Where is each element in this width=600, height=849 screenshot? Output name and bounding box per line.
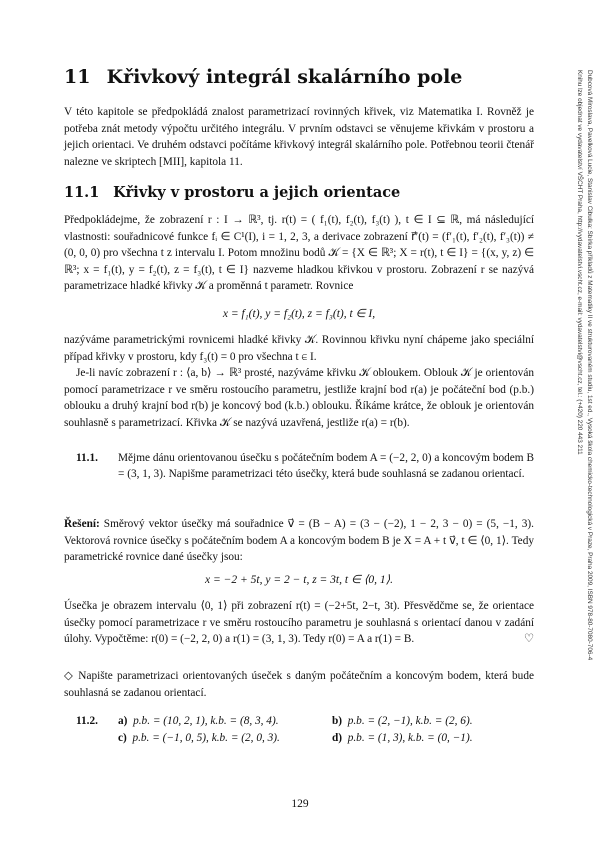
section-title: Křivky v prostoru a jejich orientace: [113, 184, 401, 201]
page-number: 129: [291, 798, 309, 810]
end-of-solution-heart-icon: ♡: [523, 633, 534, 645]
intro-paragraph: V této kapitole se předpokládá znalost parametrizací rovinných křivek, viz Matematika I. Rovněž je potřeba znát metody výpočtu určitého integrálu. V prvním odstavci se věnujeme křivkám v prostoru a jejich orientaci. Ve druhém odstavci počítáme křivkový integrál skalárního pole. Potřebnou teorii čtenář nalezne ve skriptech [MII], kapitola 11.: [64, 106, 534, 168]
exercise-label: 11.2.: [76, 715, 98, 727]
exercise-row: [64, 732, 534, 749]
item-letter: d): [332, 732, 343, 744]
exercise-item-c: [118, 732, 280, 744]
task-text: Napište parametrizaci orientovaných úseček s daným počátečním a koncovým bodem, která bude souhlasná se zadanou orientací.: [64, 670, 534, 699]
solution-text: Směrový vektor úsečky má souřadnice v⃗ = (B − A) = (3 − (−2), 1 − 2, 3 − 0) = (5, −1, 3). Vektorová rovnice úsečky s počátečním bodem A a koncovým bodem B je X = A + t v⃗, t ∈ ⟨0, 1⟩. Tedy parametrické rovnice dané úsečky jsou:: [64, 518, 534, 563]
solution-label: Řešení:: [64, 518, 100, 530]
example-11-2: [64, 715, 534, 749]
item-letter: a): [118, 715, 128, 727]
chapter-heading: [64, 66, 534, 88]
definition-paragraph: Předpokládejme, že zobrazení r : I → ℝ³, tj. r(t) = ( f₁(t), f₂(t), f₃(t) ), t ∈ I ⊆ ℝ, má následující vlastnosti: souřadnicové funkce fᵢ ∈ C¹(I), i = 1, 2, 3, a derivace zobrazení r⃗′(t) = (f′₁(t), f′₂(t), f′₃(t)) ≠ (0, 0, 0) pro všechna t z intervalu I. Potom množinu bodů 𝒦 = {X ∈ ℝ³; X = r(t), t ∈ I} = {(x, y, z) ∈ ℝ³; x = f₁(t), y = f₂(t), z = f₃(t), t ∈ I} nazveme hladkou křivkou v prostoru. Zobrazení r se nazývá parametrizace hladké křivky 𝒦 a proměnná t parametr. Rovnice: [64, 214, 534, 292]
solution-equation: x = −2 + 5t, y = 2 − t, z = 3t, t ∈ ⟨0, 1⟩.: [205, 574, 393, 586]
sidebar-rotated-text: [574, 70, 594, 790]
item-letter: c): [118, 732, 127, 744]
sidebar-citation: [566, 70, 594, 790]
diamond-icon: ◇: [64, 670, 75, 682]
solution-conclusion: [64, 598, 534, 648]
parametric-equations-paragraph: nazýváme parametrickými rovnicemi hladké křivky 𝒦. Rovinnou křivku nyní chápeme jako speciální případ křivky v prostoru, kdy f₃(t) = 0 pro všechna t ∈ I.: [64, 334, 534, 363]
item-text: p.b. = (1, 3), k.b. = (0, −1).: [347, 732, 473, 744]
example-11-1: [64, 450, 534, 482]
item-text: p.b. = (2, −1), k.b. = (2, 6).: [347, 715, 473, 727]
parametric-equations: x = f₁(t), y = f₂(t), z = f₃(t), t ∈ I,: [222, 308, 376, 320]
example-text: Mějme dánu orientovanou úsečku s počátečním bodem A = (−2, 2, 0) a koncovým bodem B = (3, 1, 3). Napišme parametrizaci této úsečky, která bude souhlasná se zadanou orientací.: [118, 452, 534, 480]
exercise-item-d: [332, 732, 473, 744]
section-number: 11.1: [64, 184, 100, 201]
arc-orientation-paragraph: Je-li navíc zobrazení r : ⟨a, b⟩ → ℝ³ prosté, nazýváme křivku 𝒦 obloukem. Oblouk 𝒦 je orientován pomocí parametrizace r ve směru rostoucího parametru, jestliže krajní bod r(a) je počáteční bod (p.b.) oblouku a druhý krajní bod r(b) je koncový bod (k.b.) oblouku. Říkáme krátce, že oblouk je orientován souhlasně s parametrizací. Křivka 𝒦 se nazývá uzavřená, jestliže r(a) = r(b).: [64, 367, 534, 429]
exercise-row: [64, 715, 534, 732]
exercise-item-a: [118, 715, 279, 727]
chapter-number: 11: [64, 66, 91, 88]
solution-conclusion-text: Úsečka je obrazem intervalu ⟨0, 1⟩ při zobrazení r(t) = (−2+5t, 2−t, 3t). Přesvědčme se, že orientace úsečky pomocí parametrizace r ve směru rostoucího parametru je souhlasná s orientací danou v zadání úlohy. Vypočtěme: r(0) = (−2, 2, 0) a r(1) = (3, 1, 3). Tedy r(0) = A a r(1) = B.: [64, 600, 534, 645]
solution-block: [64, 516, 534, 566]
item-letter: b): [332, 715, 343, 727]
section-heading: [64, 184, 534, 201]
citation-line: Dubcová Miroslava, Pavelková Lucie, Stanislav Cibulka: Sbírka příkladů z Matematiky II ve strukturovaném studiu, 1st ed., Vysoká škola chemicko-technologická v Praze, Praha 2009, ISBN 978-80-7080-706-4: [586, 70, 593, 661]
task-paragraph: [64, 668, 534, 701]
example-label: 11.1.: [76, 452, 98, 464]
exercise-item-b: [332, 715, 473, 727]
chapter-title: Křivkový integrál skalárního pole: [106, 66, 463, 88]
item-text: p.b. = (−1, 0, 5), k.b. = (2, 0, 3).: [132, 732, 280, 744]
item-text: p.b. = (10, 2, 1), k.b. = (8, 3, 4).: [133, 715, 279, 727]
order-info-line: Knihu lze objednat ve vydavatelství VŠCHT Praha, http://vydavatelstvi.vscht.cz, e-mail: vydavatelstvi@vscht.cz, tel.: (+420) 220 443 211: [576, 70, 583, 455]
